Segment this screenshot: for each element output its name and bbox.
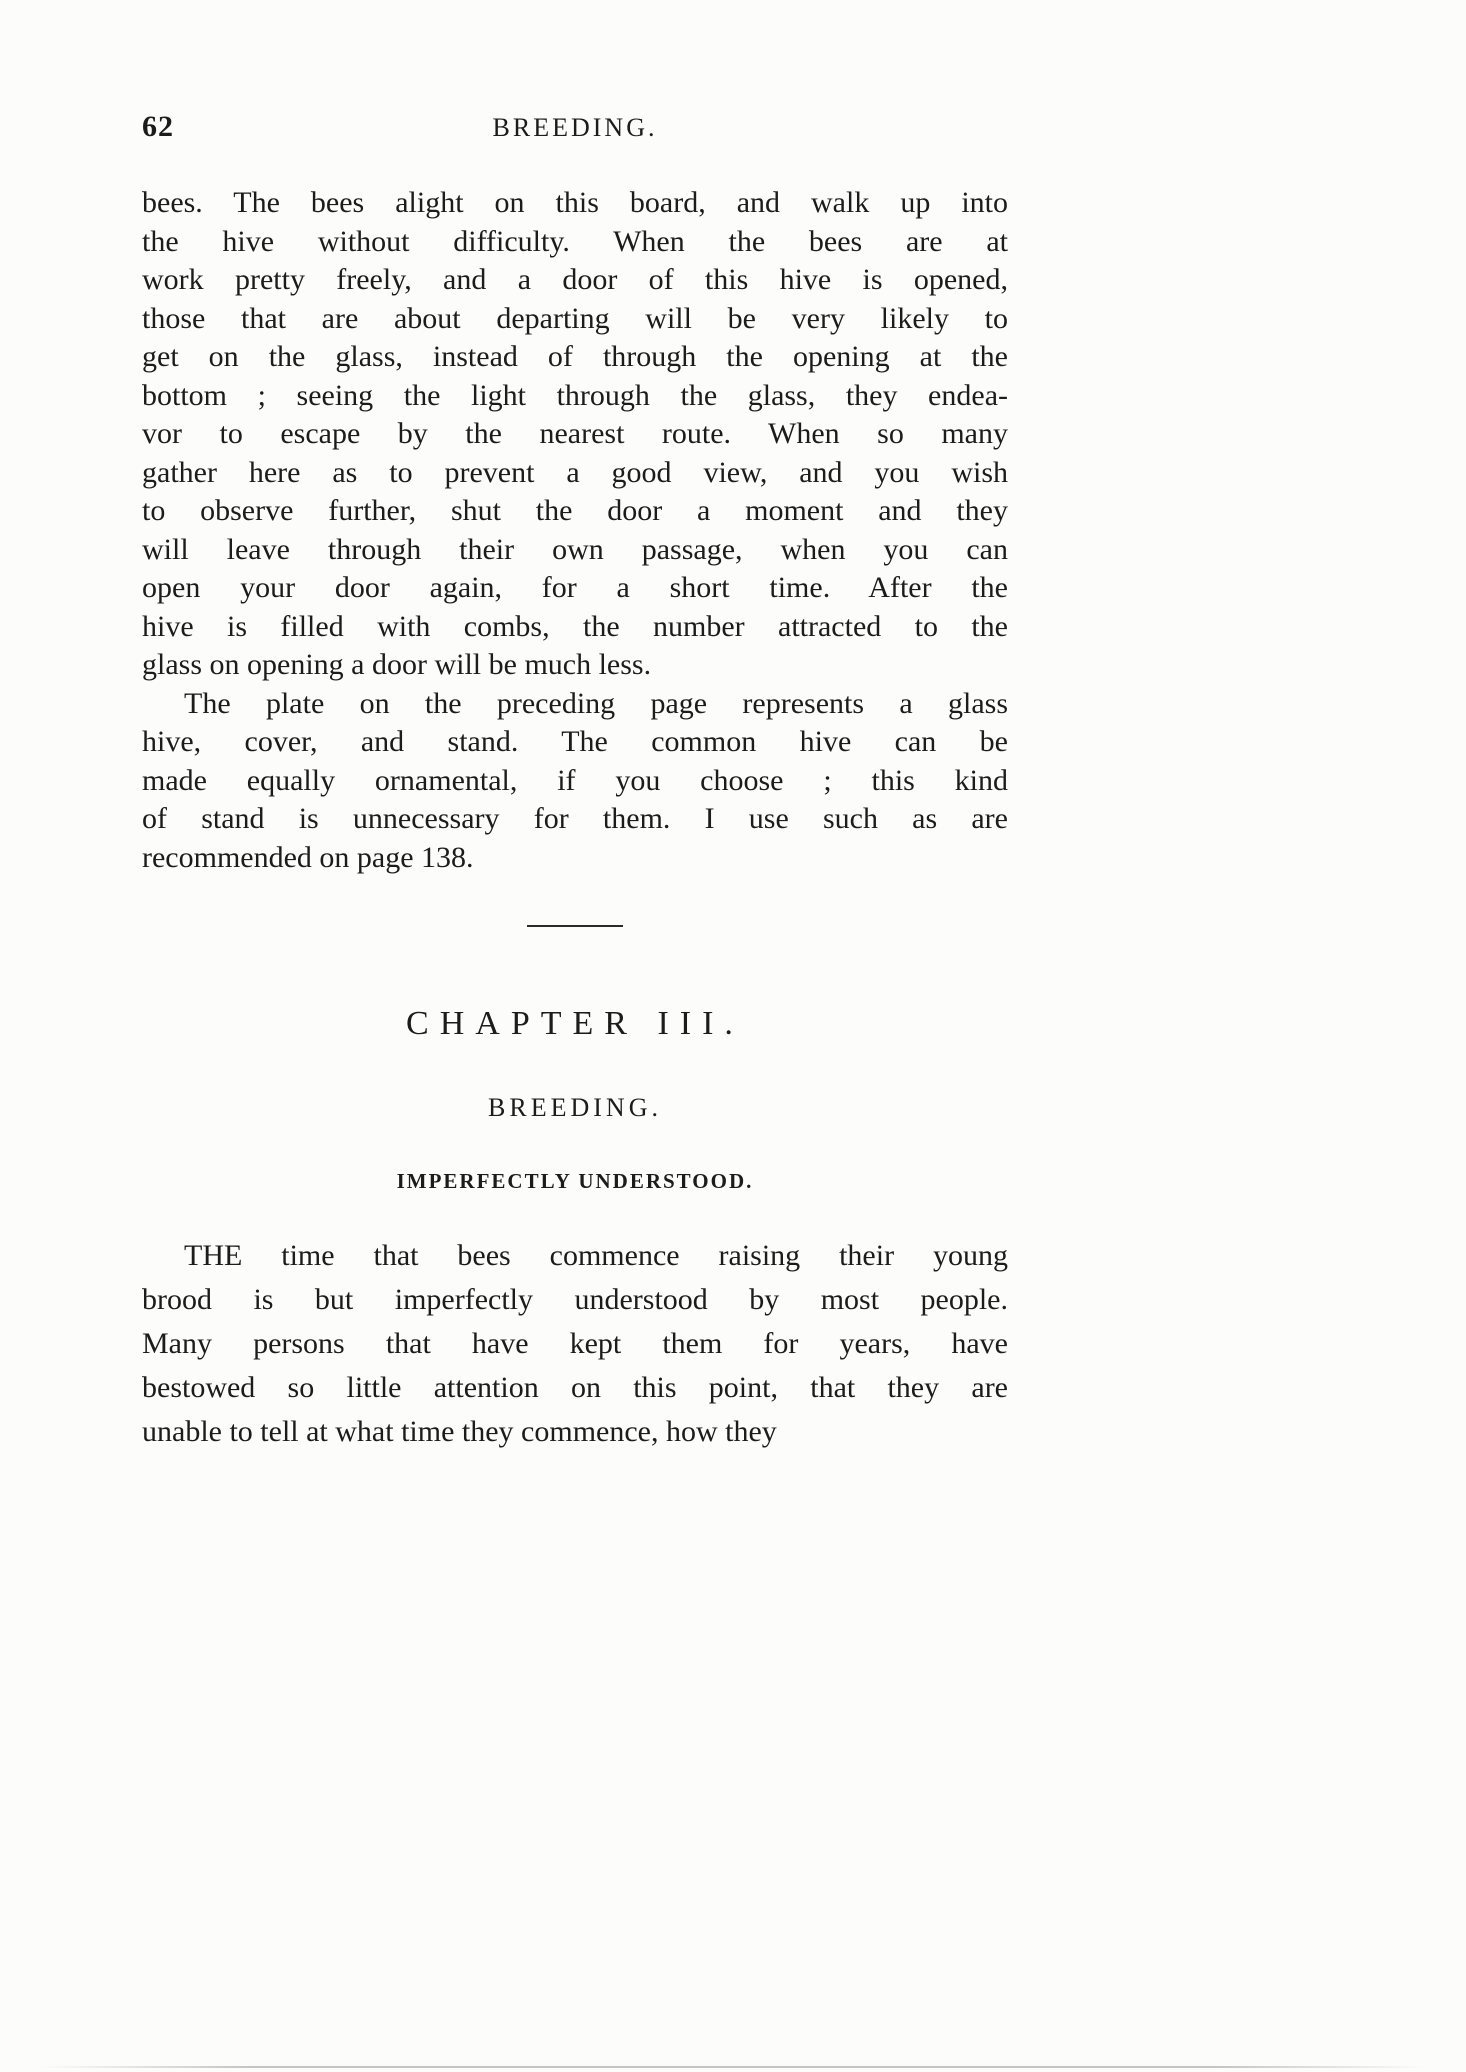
text-line: open your door again, for a short time. After the	[142, 571, 1008, 604]
text-line: recommended on page 138.	[142, 840, 474, 874]
text-line: glass on opening a door will be much less.	[142, 648, 652, 681]
text-line: unable to tell at what time they commence, how they	[142, 1415, 777, 1448]
text-line: made equally ornamental, if you choose ; this kind	[142, 763, 1008, 797]
scan-page-edge	[40, 2066, 1426, 2068]
text-line: bottom ; seeing the light through the glass, they endea-	[142, 378, 1008, 412]
text-line: gather here as to prevent a good view, and you wish	[142, 455, 1008, 489]
chapter-title: CHAPTER III.	[406, 1005, 744, 1042]
paragraph-plate-note	[142, 685, 1008, 878]
text-line: hive is filled with combs, the number attracted to the	[142, 609, 1008, 643]
text-line: the hive without difficulty. When the bees are at	[142, 224, 1008, 258]
page-header	[142, 110, 1008, 152]
text-line: to observe further, shut the door a moment and they	[142, 494, 1008, 527]
text-line: will leave through their own passage, when you can	[142, 532, 1008, 566]
text-line: work pretty freely, and a door of this hive is opened,	[142, 263, 1008, 296]
text-line: vor to escape by the nearest route. When so many	[142, 417, 1008, 450]
text-line: bees. The bees alight on this board, and walk up into	[142, 186, 1008, 219]
text-line: hive, cover, and stand. The common hive can be	[142, 725, 1008, 758]
text-line: get on the glass, instead of through the opening at the	[142, 340, 1008, 373]
paragraph-chapter-opening	[142, 1234, 1008, 1454]
text-line: brood is but imperfectly understood by most people.	[142, 1283, 1008, 1316]
text-line: Many persons that have kept them for years, have	[142, 1327, 1008, 1360]
text-line: of stand is unnecessary for them. I use such as are	[142, 802, 1008, 835]
chapter-body-text	[142, 1234, 1008, 1454]
page-content	[142, 110, 1008, 1454]
text-line: bestowed so little attention on this point, that they are	[142, 1371, 1008, 1404]
chapter-subtitle: BREEDING.	[488, 1093, 662, 1122]
text-line: The plate on the preceding page represents a glass	[184, 686, 1008, 720]
text-line: THE time that bees commence raising their young	[184, 1239, 1008, 1272]
paragraph-continuation	[142, 184, 1008, 685]
body-text	[142, 184, 1008, 877]
section-heading: IMPERFECTLY UNDERSTOOD.	[396, 1169, 754, 1193]
text-line: those that are about departing will be very likely to	[142, 301, 1008, 335]
page-number: 62	[142, 110, 174, 143]
section-divider	[527, 925, 623, 927]
running-header: BREEDING.	[492, 113, 658, 142]
